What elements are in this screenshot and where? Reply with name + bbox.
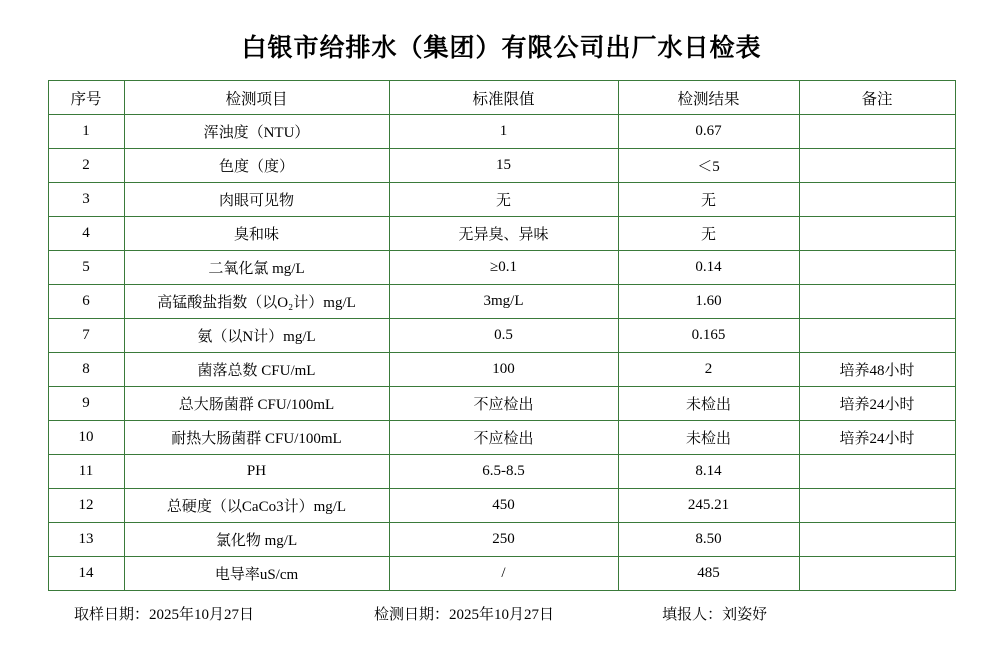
cell-item: 肉眼可见物: [124, 183, 389, 217]
cell-result: 485: [618, 557, 799, 591]
cell-no: 11: [48, 455, 124, 489]
cell-item: 菌落总数 CFU/mL: [124, 353, 389, 387]
cell-note: [799, 285, 955, 319]
cell-item: 高锰酸盐指数（以O₂计）mg/L: [124, 285, 389, 319]
column-header-limit: 标准限值: [389, 81, 618, 115]
cell-result: 8.14: [618, 455, 799, 489]
cell-no: 12: [48, 489, 124, 523]
water-quality-table: [48, 80, 956, 591]
table-row: [48, 455, 955, 489]
cell-item: 臭和味: [124, 217, 389, 251]
reporter-label: 填报人：: [662, 607, 723, 623]
table-header: [48, 81, 955, 115]
table-row: [48, 489, 955, 523]
table-row: [48, 149, 955, 183]
cell-no: 2: [48, 149, 124, 183]
table-row: [48, 251, 955, 285]
column-header-item: 检测项目: [124, 81, 389, 115]
cell-no: 9: [48, 387, 124, 421]
cell-note: [799, 251, 955, 285]
cell-limit: 无异臭、异味: [389, 217, 618, 251]
table-header-row: [48, 81, 955, 115]
table-row: [48, 387, 955, 421]
cell-result: 未检出: [618, 387, 799, 421]
test-date-value: 2025年10月27日: [449, 607, 555, 623]
table-row: [48, 217, 955, 251]
sampling-date: [74, 603, 254, 624]
cell-limit: 3mg/L: [389, 285, 618, 319]
cell-limit: 6.5-8.5: [389, 455, 618, 489]
cell-item: 二氧化氯 mg/L: [124, 251, 389, 285]
table-row: [48, 557, 955, 591]
cell-no: 4: [48, 217, 124, 251]
cell-result: 245.21: [618, 489, 799, 523]
table-row: [48, 421, 955, 455]
cell-limit: 100: [389, 353, 618, 387]
page-title: 白银市给排水（集团）有限公司出厂水日检表: [241, 35, 762, 62]
cell-no: 1: [48, 115, 124, 149]
cell-note: [799, 455, 955, 489]
cell-limit: 不应检出: [389, 387, 618, 421]
column-header-no: 序号: [48, 81, 124, 115]
table-row: [48, 523, 955, 557]
cell-limit: 450: [389, 489, 618, 523]
test-date: [374, 603, 554, 624]
column-header-note: 备注: [799, 81, 955, 115]
cell-result: 未检出: [618, 421, 799, 455]
cell-result: 0.165: [618, 319, 799, 353]
cell-no: 13: [48, 523, 124, 557]
cell-note: [799, 149, 955, 183]
cell-item: 浑浊度（NTU）: [124, 115, 389, 149]
cell-limit: 无: [389, 183, 618, 217]
table-row: [48, 285, 955, 319]
reporter-name: 刘姿妤: [722, 607, 768, 623]
cell-note: [799, 217, 955, 251]
cell-limit: 不应检出: [389, 421, 618, 455]
cell-limit: 0.5: [389, 319, 618, 353]
sampling-date-label: 取样日期：: [74, 607, 150, 623]
cell-no: 14: [48, 557, 124, 591]
footer-meta: [48, 603, 955, 624]
cell-result: 2: [618, 353, 799, 387]
table-row: [48, 353, 955, 387]
cell-result: 8.50: [618, 523, 799, 557]
cell-limit: /: [389, 557, 618, 591]
table-row: [48, 319, 955, 353]
cell-item: 电导率uS/cm: [124, 557, 389, 591]
cell-note: [799, 523, 955, 557]
cell-item: 色度（度）: [124, 149, 389, 183]
cell-note: [799, 557, 955, 591]
cell-note: [799, 183, 955, 217]
cell-item: PH: [124, 455, 389, 489]
cell-result: 0.67: [618, 115, 799, 149]
cell-item: 耐热大肠菌群 CFU/100mL: [124, 421, 389, 455]
cell-no: 3: [48, 183, 124, 217]
cell-limit: 1: [389, 115, 618, 149]
cell-item: 总硬度（以CaCo3计）mg/L: [124, 489, 389, 523]
cell-note: 培养24小时: [799, 421, 955, 455]
cell-note: [799, 489, 955, 523]
cell-limit: 250: [389, 523, 618, 557]
cell-item: 氨（以N计）mg/L: [124, 319, 389, 353]
cell-no: 5: [48, 251, 124, 285]
cell-no: 8: [48, 353, 124, 387]
cell-item: 氯化物 mg/L: [124, 523, 389, 557]
table-row: [48, 115, 955, 149]
cell-result: 0.14: [618, 251, 799, 285]
cell-limit: 15: [389, 149, 618, 183]
sampling-date-value: 2025年10月27日: [149, 607, 255, 623]
table-row: [48, 183, 955, 217]
table-body: [48, 115, 955, 591]
reporter: [662, 603, 767, 624]
cell-item: 总大肠菌群 CFU/100mL: [124, 387, 389, 421]
cell-no: 6: [48, 285, 124, 319]
cell-result: 无: [618, 217, 799, 251]
cell-note: [799, 115, 955, 149]
cell-note: [799, 319, 955, 353]
cell-result: ＜5: [618, 149, 799, 183]
column-header-result: 检测结果: [618, 81, 799, 115]
cell-result: 无: [618, 183, 799, 217]
cell-limit: ≥0.1: [389, 251, 618, 285]
cell-note: 培养48小时: [799, 353, 955, 387]
cell-note: 培养24小时: [799, 387, 955, 421]
cell-no: 7: [48, 319, 124, 353]
test-date-label: 检测日期：: [374, 607, 450, 623]
document-page: [0, 28, 1003, 670]
cell-no: 10: [48, 421, 124, 455]
cell-result: 1.60: [618, 285, 799, 319]
